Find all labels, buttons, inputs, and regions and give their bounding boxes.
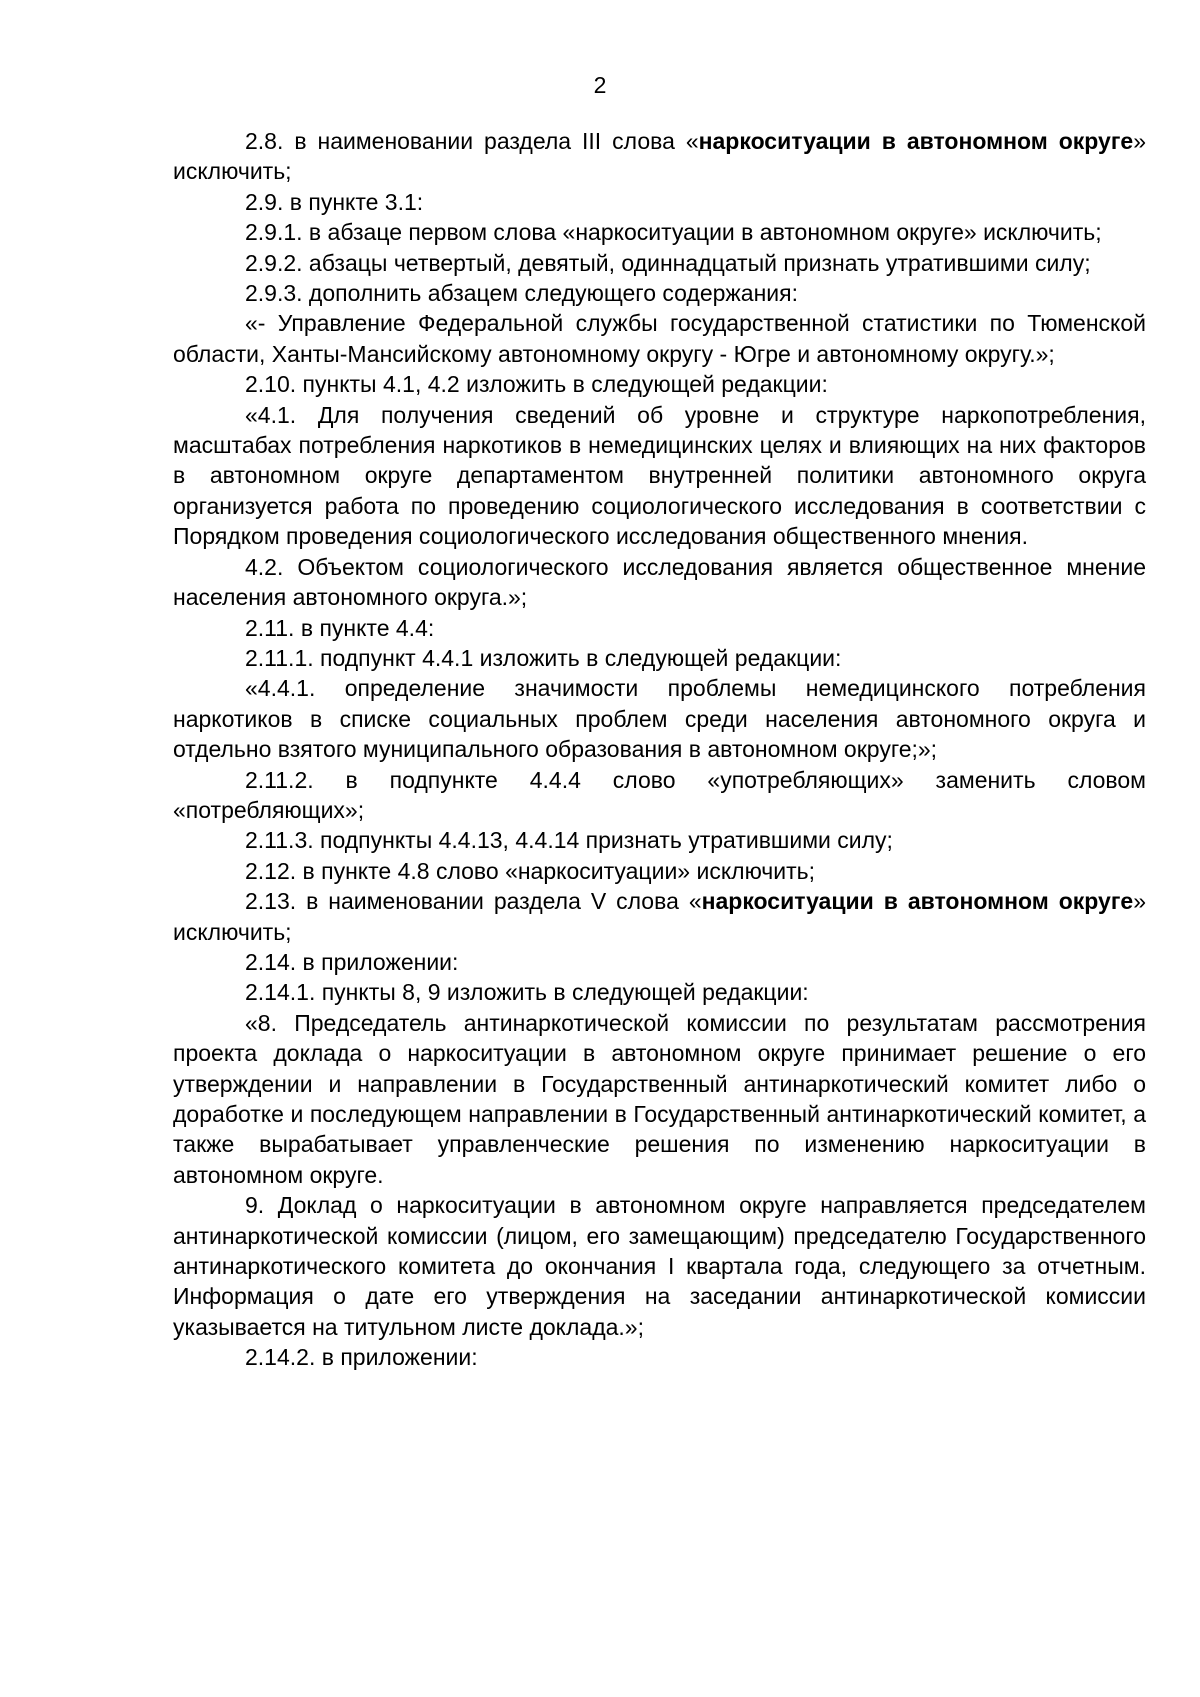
paragraph-2-9: 2.9. в пункте 3.1: — [245, 188, 424, 215]
paragraph-4-1: «4.1. Для получения сведений об уровне и структуре наркопотребления, масштабах потребления наркотиков в немедицинских целях и влияющих на них факторов в автономном округе департаментом внутренней политики автономного округа организуется работа по проведению социологического исследования в соответствии с Порядком проведения социологического исследования общественного мнения. — [173, 401, 1146, 550]
paragraph-2-13: 2.13. в наименовании раздела V слова «наркоситуации в автономном округе» исключить; — [173, 888, 1146, 945]
paragraph-2-11-2: 2.11.2. в подпункте 4.4.4 слово «употребляющих» заменить словом «потребляющих»; — [173, 766, 1146, 823]
paragraph-2-14-2: 2.14.2. в приложении: — [245, 1344, 478, 1371]
paragraph-quote-rosstat: «- Управление Федеральной службы государственной статистики по Тюменской области, Ханты-Мансийскому автономному округу - Югре и автономному округу.»; — [173, 310, 1146, 367]
page-number: 2 — [593, 72, 607, 98]
paragraph-2-10: 2.10. пункты 4.1, 4.2 изложить в следующей редакции: — [245, 371, 828, 398]
paragraph-2-9-3: 2.9.3. дополнить абзацем следующего содержания: — [245, 280, 798, 307]
paragraph-2-9-1: 2.9.1. в абзаце первом слова «наркоситуации в автономном округе» исключить; — [245, 219, 1102, 246]
document-body — [173, 126, 1146, 1373]
bold-phrase: наркоситуации в автономном округе — [701, 888, 1134, 915]
paragraph-8: «8. Председатель антинаркотической комиссии по результатам рассмотрения проекта доклада о наркоситуации в автономном округе принимает решение о его утверждении и направлении в Государственный антинаркотический комитет либо о доработке и последующем направлении в Государственный антинаркотический комитет, а также вырабатывает управленческие решения по изменению наркоситуации в автономном округе. — [173, 1009, 1146, 1188]
paragraph-2-11: 2.11. в пункте 4.4: — [245, 614, 435, 641]
paragraph-4-2: 4.2. Объектом социологического исследования является общественное мнение населения автономного округа.»; — [173, 553, 1146, 611]
paragraph-9: 9. Доклад о наркоситуации в автономном округе направляется председателем антинаркотической комиссии (лицом, его замещающим) председателю Государственного антинаркотического комитета до окончания I квартала года, следующего за отчетным. Информация о дате его утверждения на заседании антинаркотической комиссии указывается на титульном листе доклада.»; — [173, 1192, 1146, 1340]
paragraph-2-12: 2.12. в пункте 4.8 слово «наркоситуации» исключить; — [245, 857, 816, 884]
paragraph-2-11-3: 2.11.3. подпункты 4.4.13, 4.4.14 признать утратившими силу; — [245, 827, 893, 854]
paragraph-2-9-2: 2.9.2. абзацы четвертый, девятый, одиннадцатый признать утратившими силу; — [245, 249, 1091, 276]
paragraph-2-8: 2.8. в наименовании раздела III слова «наркоситуации в автономном округе» исключить; — [173, 128, 1146, 185]
bold-phrase: наркоситуации в автономном округе — [698, 128, 1134, 154]
paragraph-4-4-1: «4.4.1. определение значимости проблемы немедицинского потребления наркотиков в списке социальных проблем среди населения автономного округа и отдельно взятого муниципального образования в автономном округе;»; — [173, 675, 1146, 763]
paragraph-2-14-1: 2.14.1. пункты 8, 9 изложить в следующей редакции: — [245, 979, 809, 1006]
paragraph-2-11-1: 2.11.1. подпункт 4.4.1 изложить в следующей редакции: — [245, 644, 842, 671]
paragraph-2-14: 2.14. в приложении: — [245, 948, 459, 975]
